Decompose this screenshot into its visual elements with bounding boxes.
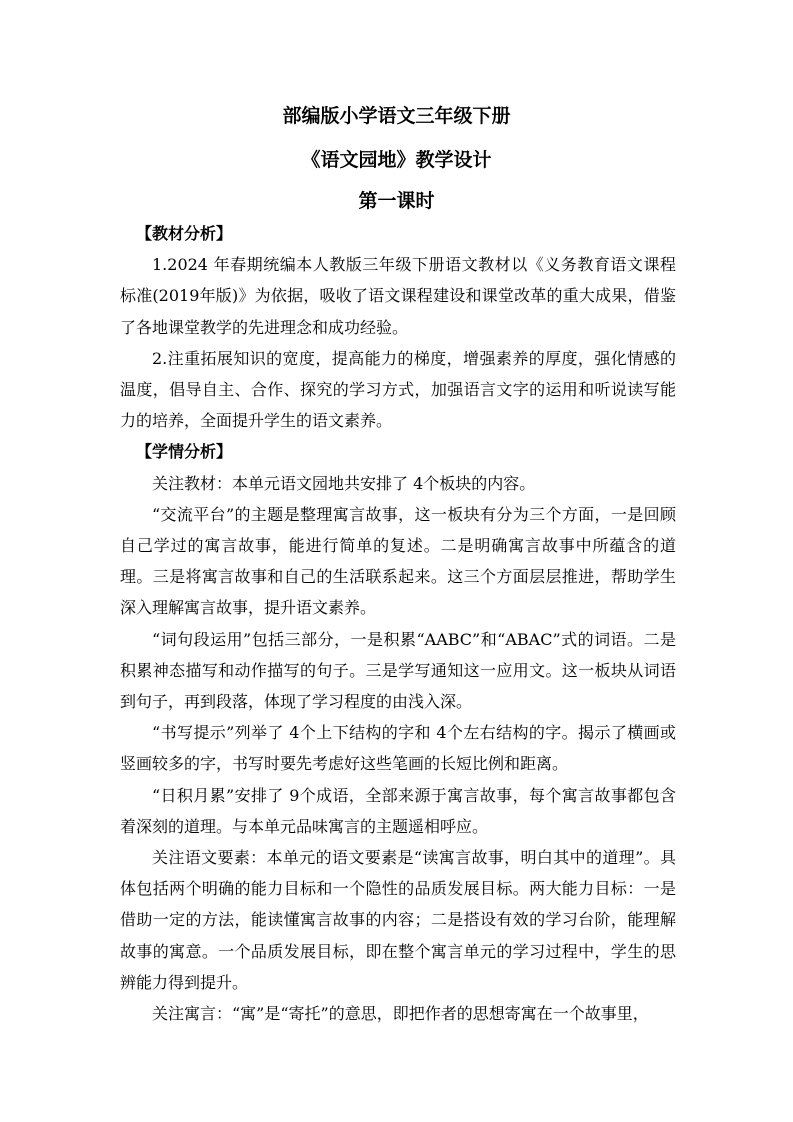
document-title: 部编版小学语文三年级下册 [282, 105, 511, 127]
paragraph: “词句段运用”包括三部分，一是积累“AABC”和“ABAC”式的词语。二是积累神态描写和动作描写的句子。三是学写通知这一应用文。这一板块从词语到句子，再到段落，体现了学习程度的由浅入深。 [120, 629, 676, 712]
paragraph: “交流平台”的主题是整理寓言故事，这一板块有分为三个方面，一是回顾自己学过的寓言故事，能进行简单的复述。二是明确寓言故事中所蕴含的道理。三是将寓言故事和自己的生活联系起来。这三个方面层层推进，帮助学生深入理解寓言故事，提升语文素养。 [120, 504, 676, 618]
paragraph: 2.注重拓展知识的宽度，提高能力的梯度，增强素养的厚度，强化情感的温度，倡导自主、合作、探究的学习方式，加强语言文字的运用和听说读写能力的培养，全面提升学生的语文素养。 [120, 348, 676, 431]
section-heading-student-analysis: 【学情分析】 [136, 442, 233, 462]
document-body [120, 218, 676, 1029]
paragraph: “日积月累”安排了 9个成语，全部来源于寓言故事，每个寓言故事都包含着深刻的道理。与本单元品味寓言的主题遥相呼应。 [120, 785, 676, 836]
lesson-title: 第一课时 [358, 190, 435, 212]
section-heading-textbook-analysis: 【教材分析】 [136, 224, 233, 243]
paragraph: 关注教材：本单元语文园地共安排了 4个板块的内容。 [152, 473, 536, 493]
paragraph: 关注寓言：“寓”是“寄托”的意思，即把作者的思想寄寓在一个故事里， [152, 1004, 649, 1024]
paragraph: 1.2024 年春期统编本人教版三年级下册语文教材以《义务教育语文课程标准(2019年版)》为依据，吸收了语文课程建设和课堂改革的重大成果，借鉴了各地课堂教学的先进理念和成功经验。 [120, 255, 676, 337]
document-subtitle: 《语文园地》教学设计 [301, 149, 492, 171]
paragraph: “书写提示”列举了 4个上下结构的字和 4个左右结构的字。揭示了横画或竖画较多的字，书写时要先考虑好这些笔画的长短比例和距离。 [120, 723, 676, 774]
paragraph: 关注语文要素：本单元的语文要素是“读寓言故事，明白其中的道理”。具体包括两个明确的能力目标和一个隐性的品质发展目标。两大能力目标：一是借助一定的方法，能读懂寓言故事的内容；二是搭设有效的学习台阶，能理解故事的寓意。一个品质发展目标，即在整个寓言单元的学习过程中，学生的思辨能力得到提升。 [120, 848, 676, 992]
